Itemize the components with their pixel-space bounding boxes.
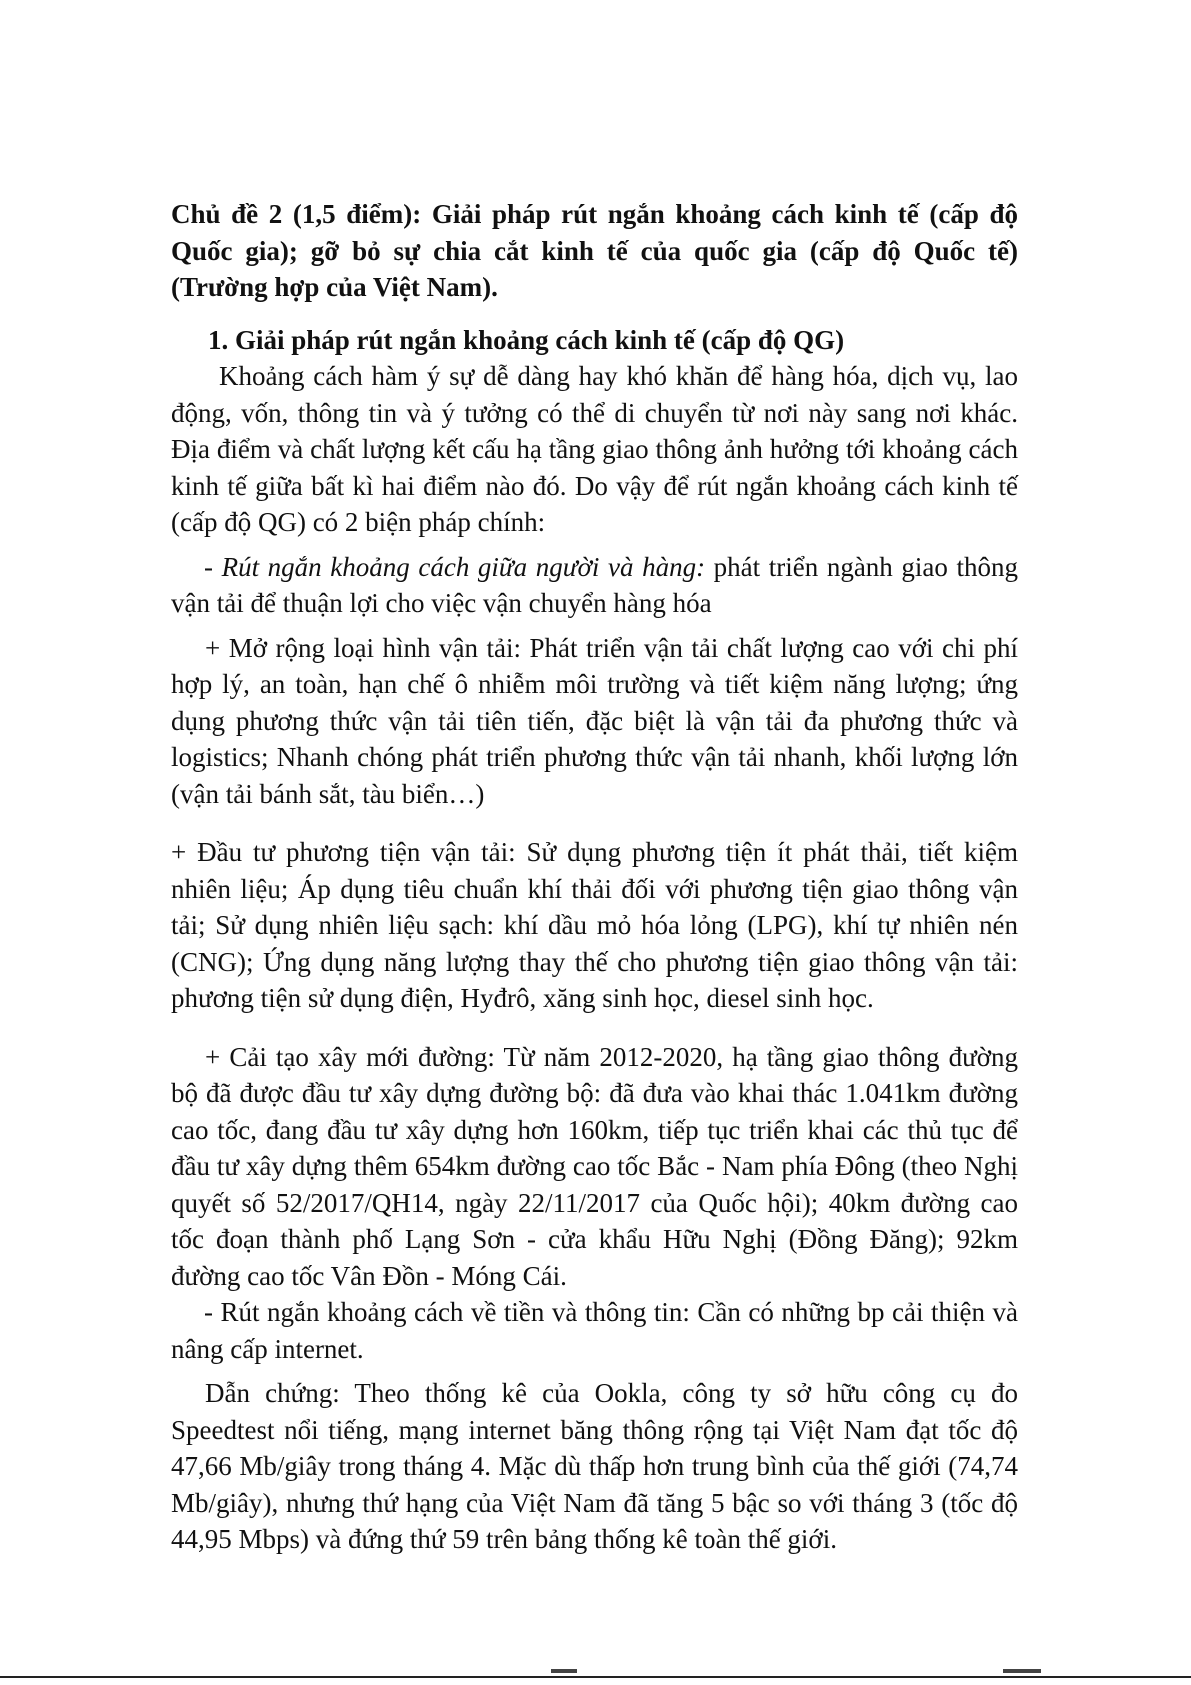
page-bottom-mark xyxy=(1003,1669,1041,1673)
bullet-roads: + Cải tạo xây mới đường: Từ năm 2012-2020, hạ tầng giao thông đường bộ đã được đầu tư xây dựng đường bộ: đã đưa vào khai thác 1.041km đường cao tốc, đang đầu tư xây dựng hơn 160km, tiếp tục triển khai các thủ tục để đầu tư xây dựng thêm 654km đường cao tốc Bắc - Nam phía Đông (theo Nghị quyết số 52/2017/QH14, ngày 22/11/2017 của Quốc hội); 40km đường cao tốc đoạn thành phố Lạng Sơn - cửa khẩu Hữu Nghị (Đồng Đăng); 92km đường cao tốc Vân Đồn - Móng Cái. xyxy=(171,1041,1018,1291)
measure-1-paragraph xyxy=(171,549,1018,622)
bullet-transport-types: + Mở rộng loại hình vận tải: Phát triển vận tải chất lượng cao với chi phí hợp lý, an toàn, hạn chế ô nhiễm môi trường và tiết kiệm năng lượng; ứng dụng phương thức vận tải tiên tiến, đặc biệt là vận tải đa phương thức và logistics; Nhanh chóng phát triển phương thức vận tải nhanh, khối lượng lớn (vận tải bánh sắt, tàu biển…) xyxy=(171,632,1018,809)
evidence-paragraph: Dẫn chứng: Theo thống kê của Ookla, công ty sở hữu công cụ đo Speedtest nổi tiếng, mạng internet băng thông rộng tại Việt Nam đạt tốc độ 47,66 Mb/giây trong tháng 4. Mặc dù thấp hơn trung bình của thế giới (74,74 Mb/giây), nhưng thứ hạng của Việt Nam đã tăng 5 bậc so với tháng 3 (tốc độ 44,95 Mbps) và đứng thứ 59 trên bảng thống kê toàn thế giới. xyxy=(171,1378,1018,1554)
measure-1-prefix: - xyxy=(204,551,222,582)
measure-2-paragraph: - Rút ngắn khoảng cách về tiền và thông tin: Cần có những bp cải thiện và nâng cấp internet. xyxy=(171,1297,1018,1364)
section-1-title: 1. Giải pháp rút ngắn khoảng cách kinh tế (cấp độ QG) xyxy=(208,324,845,355)
document-page xyxy=(171,196,1018,1558)
page-bottom-rule xyxy=(0,1676,1191,1678)
measure-1-rest: phát triển ngành giao thông vận tải để thuận lợi cho việc vận chuyển hàng hóa xyxy=(171,551,1018,618)
page-bottom-mark xyxy=(551,1669,577,1673)
topic-heading: Chủ đề 2 (1,5 điểm): Giải pháp rút ngắn khoảng cách kinh tế (cấp độ Quốc gia); gỡ bỏ sự chia cắt kinh tế của quốc gia (cấp độ Quốc tế) (Trường hợp của Việt Nam). xyxy=(171,199,1018,302)
intro-paragraph: Khoảng cách hàm ý sự dễ dàng hay khó khăn để hàng hóa, dịch vụ, lao động, vốn, thông tin và ý tưởng có thể di chuyển từ nơi này sang nơi khác. Địa điểm và chất lượng kết cấu hạ tầng giao thông ảnh hưởng tới khoảng cách kinh tế giữa bất kì hai điểm nào đó. Do vậy để rút ngắn khoảng cách kinh tế (cấp độ QG) có 2 biện pháp chính: xyxy=(171,361,1018,537)
measure-1-italic: Rút ngắn khoảng cách giữa người và hàng: xyxy=(221,551,706,582)
bullet-vehicles: + Đầu tư phương tiện vận tải: Sử dụng phương tiện ít phát thải, tiết kiệm nhiên liệu; Áp dụng tiêu chuẩn khí thải đối với phương tiện giao thông vận tải; Sử dụng nhiên liệu sạch: khí dầu mỏ hóa lỏng (LPG), khí tự nhiên nén (CNG); Ứng dụng năng lượng thay thế cho phương tiện giao thông vận tải: phương tiện sử dụng điện, Hyđrô, xăng sinh học, diesel sinh học. xyxy=(171,837,1018,1013)
